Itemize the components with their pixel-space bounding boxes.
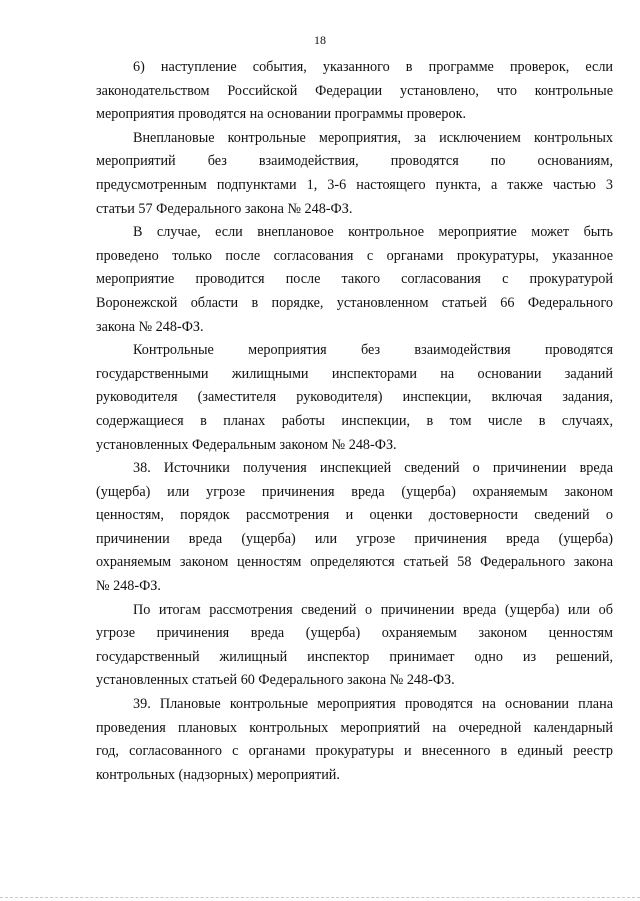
text-line: установленных статьей 60 Федерального закона № 248-ФЗ.: [96, 672, 455, 689]
paragraph-review-results: [96, 599, 613, 693]
text-line: законодательством Российской Федерации установлено, что контрольные: [96, 82, 613, 99]
text-line: (ущерба) или угрозе причинения вреда (ущерба) охраняемым законом: [96, 483, 613, 500]
text-line: угрозе причинения вреда (ущерба) охраняемым законом ценностям: [96, 625, 613, 642]
text-line: проведения плановых контрольных мероприятий на очередной календарный: [96, 719, 613, 736]
text-line: статьи 57 Федерального закона № 248-ФЗ.: [96, 200, 353, 217]
text-line: контрольных (надзорных) мероприятий.: [96, 766, 340, 783]
text-line: Контрольные мероприятия без взаимодействия проводятся: [133, 342, 613, 359]
paragraph-section-38: [96, 457, 613, 599]
paragraph-item-6: [96, 56, 613, 127]
text-line: Воронежской области в порядке, установленном статьей 66 Федерального: [96, 294, 613, 311]
text-line: № 248-ФЗ.: [96, 578, 161, 595]
text-line: государственными жилищными инспекторами на основании заданий: [96, 365, 613, 382]
text-line: ценностям, порядок рассмотрения и оценки достоверности сведений о: [96, 507, 613, 524]
text-line: мероприятия проводятся на основании программы проверок.: [96, 106, 467, 123]
page-bottom-edge: [0, 897, 640, 898]
text-line: охраняемым законом ценностям определяются статьей 58 Федерального закона: [96, 554, 613, 571]
text-line: руководителя (заместителя руководителя) инспекции, включая задания,: [96, 389, 613, 406]
text-line: мероприятий без взаимодействия, проводятся по основаниям,: [96, 153, 613, 170]
text-line: закона № 248-ФЗ.: [96, 318, 204, 335]
text-line: проведено только после согласования с органами прокуратуры, указанное: [96, 247, 613, 264]
paragraph-section-39: [96, 693, 613, 787]
text-line: государственный жилищный инспектор принимает одно из решений,: [96, 648, 613, 665]
text-line: установленных Федеральным законом № 248-ФЗ.: [96, 436, 397, 453]
text-line: причинении вреда (ущерба) или угрозе причинения вреда (ущерба): [96, 530, 613, 547]
paragraph-prosecutor-approval: [96, 221, 613, 339]
text-line: 6) наступление события, указанного в программе проверок, если: [133, 59, 613, 75]
text-line: год, согласованного с органами прокуратуры и внесенного в единый реестр: [96, 743, 613, 760]
text-line: мероприятие проводится после такого согласования с прокуратурой: [96, 271, 613, 288]
text-line: предусмотренным подпунктами 1, 3-6 настоящего пункта, а также частью 3: [96, 176, 613, 193]
text-line: содержащиеся в планах работы инспекции, в том числе в случаях,: [96, 412, 613, 429]
text-line: В случае, если внеплановое контрольное мероприятие может быть: [133, 224, 613, 241]
text-line: По итогам рассмотрения сведений о причинении вреда (ущерба) или об: [133, 601, 613, 618]
text-line: 39. Плановые контрольные мероприятия проводятся на основании плана: [133, 696, 613, 713]
paragraph-unscheduled-inspections: [96, 127, 613, 221]
text-line: 38. Источники получения инспекцией сведений о причинении вреда: [133, 460, 613, 477]
text-line: Внеплановые контрольные мероприятия, за исключением контрольных: [133, 129, 613, 146]
document-body: [96, 56, 613, 787]
page-number: 18: [314, 33, 326, 47]
paragraph-no-interaction-inspections: [96, 339, 613, 457]
